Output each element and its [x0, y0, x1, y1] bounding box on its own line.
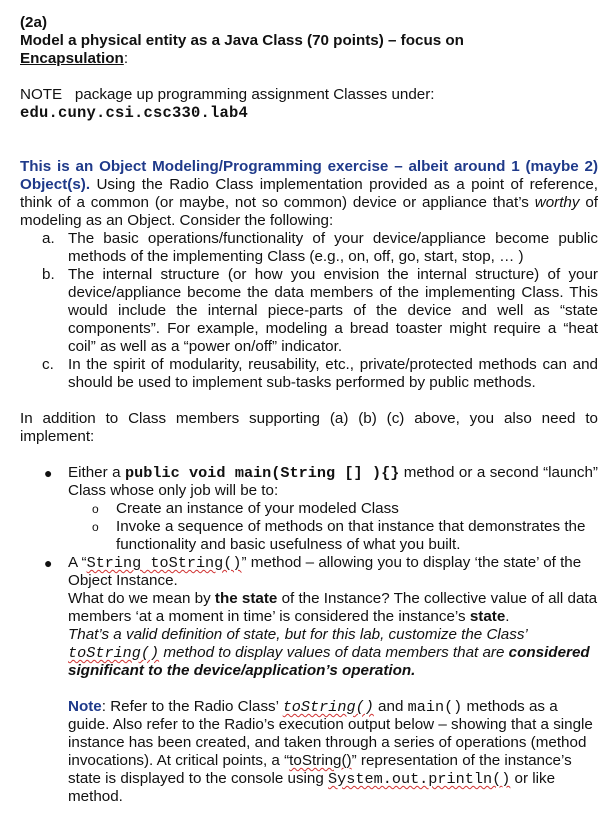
note-text: package up programming assignment Classes under:	[74, 86, 435, 103]
list-marker: c.	[42, 356, 54, 373]
list-item	[42, 356, 598, 392]
section-number: (2a)	[20, 14, 48, 31]
main-signature-code: public void main(String [] ){}	[125, 464, 400, 482]
document-page	[20, 14, 598, 806]
bullet1-pre: Either a	[68, 464, 126, 481]
note-line	[20, 86, 598, 104]
addition-paragraph: In addition to Class members supporting (a) (b) (c) above, you also need to implement:	[20, 410, 598, 445]
list-item-text: The basic operations/functionality of your device/appliance become public methods of the implementing Class (e.g., on, off, go, start, stop, … )	[68, 230, 598, 265]
note-bold-label: Note	[68, 698, 102, 715]
intro-text2: of modeling as an Object. Consider the following:	[20, 194, 598, 229]
package-name: edu.cuny.csi.csc330.lab4	[20, 104, 249, 122]
list-item-text: In the spirit of modularity, reusability, etc., private/protected methods can and should be used to implement sub-tasks performed by public methods.	[68, 356, 598, 391]
note-t3: methods as a guide. Also refer to the Radio’s execution output below – showing that a single instance has been created, and taken through a series of operations (method invocations). At critical points, a “	[68, 698, 593, 769]
println-code: System.out.println()	[328, 770, 511, 788]
intro-worthy: worthy	[534, 194, 580, 211]
list-item-text: The internal structure (or how you envision the internal structure) of your device/appliance become the data members of the implementing Class. This would include the internal piece-parts of the device and well as “state components”. For example, modeling a bread toaster might require a “heat coil” as well as a “power on/off” indicator.	[68, 266, 598, 355]
state-def-bold2: state	[469, 608, 506, 625]
circle-bullet-icon: o	[92, 520, 99, 534]
bullet1-post: method or a second “launch” Class whose only job will be to:	[68, 464, 598, 499]
customize-text: That’s a valid definition of state, but for this lab, customize the Class’	[68, 626, 527, 643]
tostring-code: toString()	[68, 644, 160, 662]
note-tostring: toString()	[289, 752, 352, 769]
sub-item-text: Invoke a sequence of methods on that instance that demonstrates the functionality and basic usefulness of what you built.	[116, 518, 586, 553]
customize-bold-italic: considered significant to the device/application’s operation.	[68, 644, 590, 679]
note-t2: and	[373, 698, 408, 715]
bullet2-pre: A “	[68, 554, 87, 571]
section-title-line1: Model a physical entity as a Java Class (70 points) – focus on	[20, 32, 464, 49]
launch-sublist	[68, 500, 598, 554]
note-t5: or like method.	[68, 770, 556, 805]
state-def-end: .	[505, 608, 510, 625]
intro-blue-bold: This is an Object Modeling/Programming exercise – albeit around 1 (maybe 2) Object(s).	[20, 158, 598, 193]
section-title	[20, 32, 598, 68]
note-label: NOTE	[20, 86, 63, 103]
sub-item-text: Create an instance of your modeled Class	[116, 500, 399, 517]
note-t4: ” representation of the instance’s state is displayed to the console using	[68, 752, 572, 787]
intro-paragraph	[20, 158, 598, 230]
list-marker: a.	[42, 230, 55, 247]
sub-item	[92, 518, 598, 554]
list-item	[42, 266, 598, 356]
bullet-item-tostring	[44, 554, 598, 806]
customize-text2: method to display values of data members that are	[159, 644, 509, 661]
bullet-dot-icon: ●	[44, 465, 53, 481]
list-item	[42, 230, 598, 266]
tostring-signature-code: String toString()	[86, 554, 242, 572]
note-main-code: main()	[407, 698, 463, 716]
circle-bullet-icon: o	[92, 502, 99, 516]
intro-text1: Using the Radio Class implementation provided as a point of reference, think of a common (or maybe, not so common) device or appliance that’s	[20, 176, 598, 211]
state-def-mid: of the Instance? The collective value of all data members ‘at a moment in time’ is considered the instance’s	[68, 590, 598, 625]
section-title-encapsulation: Encapsulation	[20, 50, 124, 67]
state-def-pre: What do we mean by	[68, 590, 215, 607]
note-tostring-code: toString()	[282, 698, 374, 716]
state-def-bold: the state	[214, 590, 278, 607]
note-t1: : Refer to the Radio Class’	[101, 698, 283, 715]
title-colon: :	[123, 50, 129, 67]
list-marker: b.	[42, 266, 55, 283]
requirements-list	[20, 464, 598, 806]
sub-item	[92, 500, 598, 518]
considerations-list	[20, 230, 598, 392]
bullet-dot-icon: ●	[44, 555, 53, 571]
bullet2-post: ” method – allowing you to display ‘the state’ of the Object Instance.	[68, 554, 582, 589]
bullet-item-main	[44, 464, 598, 554]
